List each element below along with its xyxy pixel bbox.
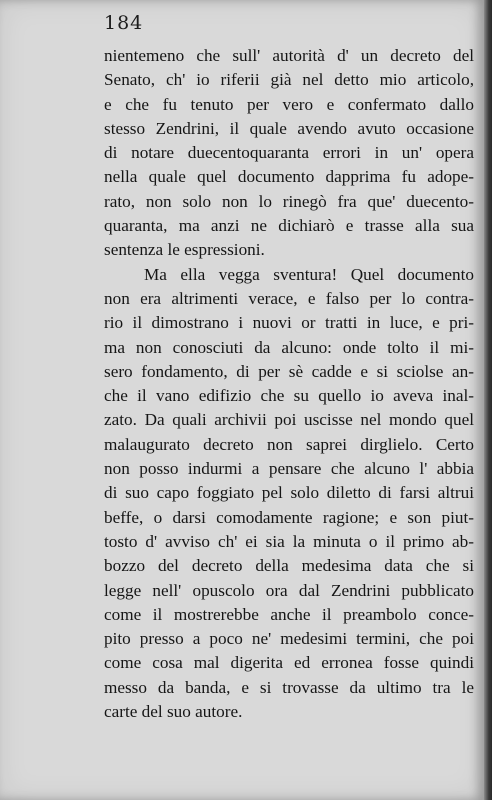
paragraph	[104, 44, 474, 263]
text-line: che il vano edifizio che su quello io aveva inal-	[104, 386, 474, 406]
text-line: pito presso a poco ne' medesimi termini, che poi	[104, 629, 474, 649]
text-line: zato. Da quali archivii poi uscisse nel mondo quel	[104, 410, 474, 430]
text-line: bozzo del decreto della medesima data che si	[104, 556, 474, 576]
text-line: come il mostrerebbe anche il preambolo conce-	[104, 604, 474, 624]
text-line: nella quale quel documento dapprima fu adope-	[104, 167, 474, 187]
text-line: non posso indurmi a pensare che alcuno l' abbia	[104, 459, 474, 479]
text-line: beffe, o darsi comodamente ragione; e son piut-	[104, 507, 474, 527]
text-line: quaranta, ma anzi ne dichiarò e trasse alla sua	[104, 216, 474, 236]
text-line: sentenza le espressioni.	[104, 240, 265, 260]
text-line: nientemeno che sull' autorità d' un decreto del	[104, 46, 474, 65]
text-line: legge nell' opuscolo ora dal Zendrini pubblicato	[104, 580, 474, 600]
text-line: rio il dimostrano i nuovi or tratti in luce, e pri-	[104, 313, 474, 333]
text-line: di suo capo foggiato pel solo diletto di farsi altrui	[104, 483, 474, 503]
text-line: di notare duecentoquaranta errori in un' opera	[104, 143, 474, 163]
text-line: carte del suo autore.	[104, 702, 243, 722]
text-line: rato, non solo non lo rinegò fra que' duecento-	[104, 191, 474, 211]
text-line: Senato, ch' io riferii già nel detto mio articolo,	[104, 70, 474, 90]
text-line: come cosa mal digerita ed erronea fosse quindi	[104, 653, 474, 673]
text-line: malaugurato decreto non saprei dirglielo. Certo	[104, 434, 474, 454]
body-text	[104, 44, 474, 724]
text-line: tosto d' avviso ch' ei sia la minuta o il primo ab-	[104, 531, 474, 551]
paragraph	[104, 263, 474, 725]
text-line: sero fondamento, di per sè cadde e si sciolse an-	[104, 361, 474, 381]
text-line: stesso Zendrini, il quale avendo avuto occasione	[104, 118, 474, 138]
text-line: ma non conosciuti da alcuno: onde tolto il mi-	[104, 337, 474, 357]
text-line: non era altrimenti verace, e falso per lo contra-	[104, 288, 474, 308]
text-line: messo da banda, e si trovasse da ultimo tra le	[104, 677, 474, 697]
page-number: 184	[104, 12, 144, 34]
text-line: Ma ella vegga sventura! Quel documento	[144, 264, 474, 284]
text-line: e che fu tenuto per vero e confermato dallo	[104, 94, 474, 114]
page-edge-shadow	[484, 0, 492, 800]
